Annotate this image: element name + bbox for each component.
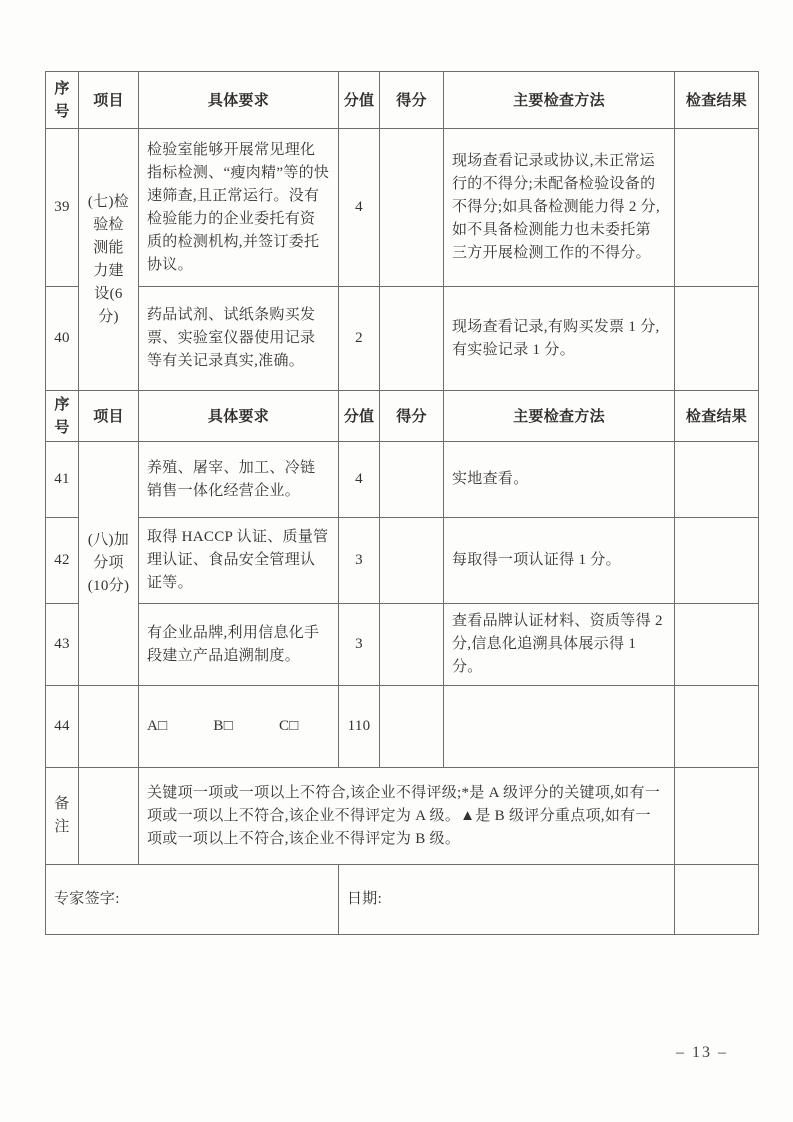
- cell-earned-39: [380, 129, 444, 287]
- cell-result-39: [675, 129, 759, 287]
- cell-method-41: 实地查看。: [444, 442, 675, 518]
- cell-seq-41: 41: [46, 442, 79, 518]
- table-row: [46, 129, 759, 287]
- table-row: [46, 442, 759, 518]
- col-header-req: 具体要求: [139, 72, 339, 129]
- cell-req-42: 取得 HACCP 认证、质量管理认证、食品安全管理认证等。: [139, 518, 339, 604]
- cell-item-group-7: (七)检验检测能力建设(6分): [79, 129, 139, 391]
- cell-earned-41: [380, 442, 444, 518]
- cell-method-39: 现场查看记录或协议,未正常运行的不得分;未配备检验设备的不得分;如具备检测能力得 2 分,如不具备检测能力也未委托第三方开展检测工作的不得分。: [444, 129, 675, 287]
- cell-seq-42: 42: [46, 518, 79, 604]
- cell-earned-40: [380, 287, 444, 391]
- col-header-req: 具体要求: [139, 391, 339, 442]
- cell-seq-39: 39: [46, 129, 79, 287]
- table-row: [46, 518, 759, 604]
- date-label: 日期:: [339, 865, 675, 935]
- table-row: [46, 686, 759, 768]
- cell-score-43: 3: [339, 604, 380, 686]
- page-number: – 13 –: [676, 1044, 728, 1061]
- cell-earned-42: [380, 518, 444, 604]
- cell-seq-44: 44: [46, 686, 79, 768]
- cell-score-41: 4: [339, 442, 380, 518]
- cell-req-40: 药品试剂、试纸条购买发票、实验室仪器使用记录等有关记录真实,准确。: [139, 287, 339, 391]
- cell-score-42: 3: [339, 518, 380, 604]
- remark-row: [46, 768, 759, 865]
- cell-result-40: [675, 287, 759, 391]
- table-row: [46, 604, 759, 686]
- cell-grade-checkboxes: A□ B□ C□: [139, 686, 339, 768]
- table-header-row-1: [46, 72, 759, 129]
- cell-seq-43: 43: [46, 604, 79, 686]
- col-header-score: 分值: [339, 391, 380, 442]
- cell-earned-44: [380, 686, 444, 768]
- expert-signature-label: 专家签字:: [46, 865, 339, 935]
- remark-label: 备注: [46, 768, 79, 865]
- col-header-earned: 得分: [380, 391, 444, 442]
- col-header-earned: 得分: [380, 72, 444, 129]
- col-header-seq: 序号: [46, 391, 79, 442]
- signature-row: [46, 865, 759, 935]
- table-header-row-2: [46, 391, 759, 442]
- cell-result-41: [675, 442, 759, 518]
- col-header-score: 分值: [339, 72, 380, 129]
- cell-item-44: [79, 686, 139, 768]
- col-header-seq: 序号: [46, 72, 79, 129]
- cell-req-39: 检验室能够开展常见理化指标检测、“瘦肉精”等的快速筛查,且正常运行。没有检验能力的企业委托有资质的检测机构,并签订委托协议。: [139, 129, 339, 287]
- cell-method-42: 每取得一项认证得 1 分。: [444, 518, 675, 604]
- footer-result-empty-cell: [675, 865, 759, 935]
- cell-req-43: 有企业品牌,利用信息化手段建立产品追溯制度。: [139, 604, 339, 686]
- remark-item-empty-cell: [79, 768, 139, 865]
- cell-method-40: 现场查看记录,有购买发票 1 分,有实验记录 1 分。: [444, 287, 675, 391]
- col-header-item: 项目: [79, 72, 139, 129]
- cell-result-42: [675, 518, 759, 604]
- cell-score-44: 110: [339, 686, 380, 768]
- cell-item-group-8: (八)加分项(10分): [79, 442, 139, 686]
- col-header-method: 主要检查方法: [444, 391, 675, 442]
- col-header-item: 项目: [79, 391, 139, 442]
- cell-seq-40: 40: [46, 287, 79, 391]
- cell-score-40: 2: [339, 287, 380, 391]
- cell-method-43: 查看品牌认证材料、资质等得 2 分,信息化追溯具体展示得 1 分。: [444, 604, 675, 686]
- remark-text: 关键项一项或一项以上不符合,该企业不得评级;*是 A 级评分的关键项,如有一项或一项以上不符合,该企业不得评定为 A 级。▲是 B 级评分重点项,如有一项或一项以上不符合,该企业不得评定为 B 级。: [139, 768, 675, 865]
- col-header-result: 检查结果: [675, 72, 759, 129]
- table-row: [46, 287, 759, 391]
- cell-score-39: 4: [339, 129, 380, 287]
- cell-result-43: [675, 604, 759, 686]
- col-header-result: 检查结果: [675, 391, 759, 442]
- cell-result-44: [675, 686, 759, 768]
- cell-earned-43: [380, 604, 444, 686]
- inspection-score-table: [45, 71, 759, 935]
- col-header-method: 主要检查方法: [444, 72, 675, 129]
- remark-result-empty-cell: [675, 768, 759, 865]
- cell-req-41: 养殖、屠宰、加工、冷链销售一体化经营企业。: [139, 442, 339, 518]
- cell-method-44: [444, 686, 675, 768]
